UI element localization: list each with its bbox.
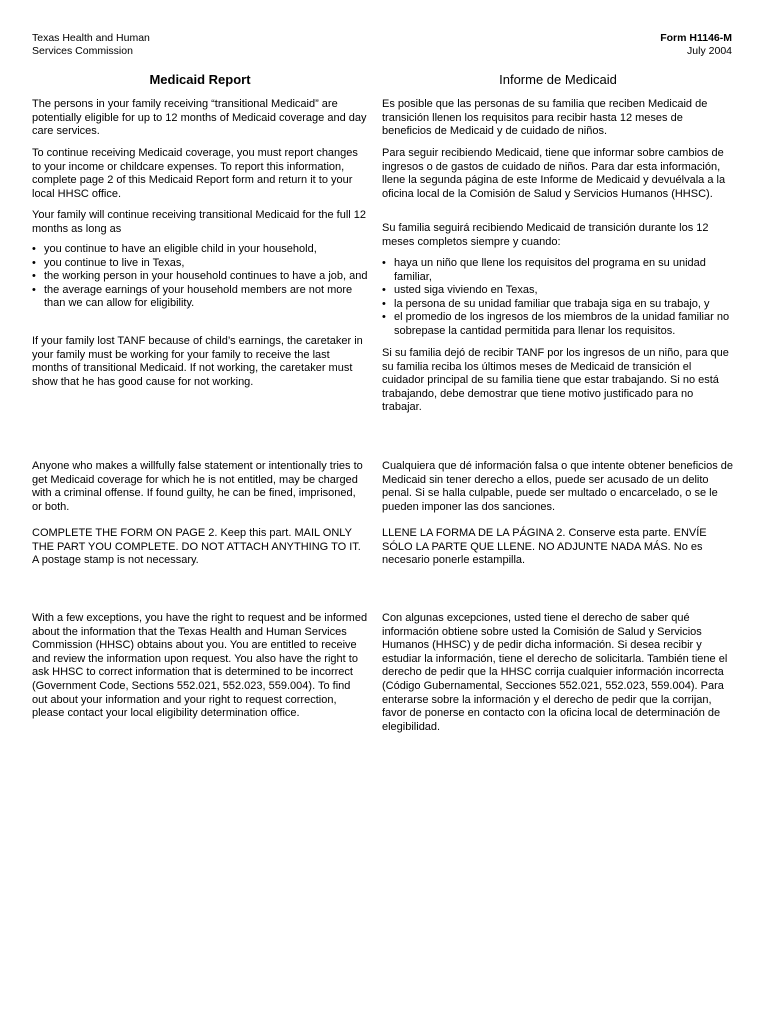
english-title: Medicaid Report <box>149 72 251 87</box>
spanish-title: Informe de Medicaid <box>499 72 617 87</box>
english-paragraph-7: With a few exceptions, you have the right to request and be informed about the information that the Texas Health and Human Services Commission (HHSC) obtains about you. You are entitled to receive and review the information upon request. You also have the right to ask HHSC to correct information that is determined to be incorrect (Government Code, Sections 552.021, 552.023, 559.004). To find out about your information and your right to request correction, please contact your local eligibility determination office. <box>32 612 368 720</box>
english-paragraph-3: Your family will continue receiving transitional Medicaid for the full 12 months as long as <box>32 209 367 235</box>
spanish-paragraph-4: Si su familia dejó de recibir TANF por los ingresos de un niño, para que su familia reciba los últimos meses de Medicaid de transición el cuidador principal de su familia tiene que estar trabajando. Si no está trabajando, debe demostrar que tiene motivo justificado para no trabajar. <box>382 347 729 414</box>
spanish-bullet-list <box>382 257 734 339</box>
spanish-bullet-3: • la persona de su unidad familiar que trabaja siga en su trabajo, y <box>382 298 734 312</box>
spanish-paragraph-3: Su familia seguirá recibiendo Medicaid de transición durante los 12 meses completos siempre y cuando: <box>382 222 709 248</box>
spanish-paragraph-1: Es posible que las personas de su familia que reciben Medicaid de transición llenen los requisitos para recibir hasta 12 meses de beneficios de Medicaid y de cuidado de niños. <box>382 98 708 138</box>
agency-line-1: Texas Health and Human <box>32 32 150 44</box>
english-bullet-2: • you continue to live in Texas, <box>32 257 368 271</box>
spanish-paragraph-5: Cualquiera que dé información falsa o que intente obtener beneficios de Medicaid sin tener derecho a ellos, puede ser acusado de un delito penal. Si se halla culpable, puede ser multado o encarcelado, o se le pueden imponer las dos sanciones. <box>382 460 734 513</box>
english-bullet-list <box>32 243 368 311</box>
english-paragraph-2: To continue receiving Medicaid coverage, you must report changes to your income or childcare expenses. To report this information, complete page 2 of this Medicaid Report form and return it to your local HHSC office. <box>32 147 358 200</box>
english-paragraph-5: Anyone who makes a willfully false statement or intentionally tries to get Medicaid coverage for which he is not entitled, may be charged with a criminal offense. If found guilty, he can be fined, imprisoned, or both. <box>32 460 363 513</box>
agency-line-2: Services Commission <box>32 45 133 57</box>
spanish-bullet-4: • el promedio de los ingresos de los miembros de la unidad familiar no sobrepase la cantidad permitida para llenar los requisitos. <box>382 311 734 338</box>
english-bullet-1: • you continue to have an eligible child in your household, <box>32 243 368 257</box>
english-bullet-3: • the working person in your household continues to have a job, and <box>32 270 368 284</box>
spanish-paragraph-7: Con algunas excepciones, usted tiene el derecho de saber qué información obtiene sobre usted la Comisión de Salud y Servicios Humanos (HHSC) y de pedir dicha información. Si desea recibir y estudiar la información, tiene el derecho de solicitarla. También tiene el derecho de pedir que la HHSC corrija cualquier información incorrecta (Código Gubernamental, Secciones 552.021, 552.023, 559.004). Para enterarse sobre la información y el derecho de pedir que la corrijan, favor de ponerse en contacto con la oficina local de determinación de elegibilidad. <box>382 612 728 733</box>
form-date: July 2004 <box>687 45 732 57</box>
spanish-paragraph-2: Para seguir recibiendo Medicaid, tiene que informar sobre cambios de ingresos o de gastos de cuidado de niños. Para dar esta información, llene la segunda página de este Informe de Medicaid y devuélvala a la oficina local de la Comisión de Salud y Servicios Humanos (HHSC). <box>382 147 726 200</box>
spanish-bullet-2: • usted siga viviendo en Texas, <box>382 284 734 298</box>
agency-name <box>32 32 150 58</box>
form-info <box>660 32 732 58</box>
english-paragraph-6: COMPLETE THE FORM ON PAGE 2. Keep this part. MAIL ONLY THE PART YOU COMPLETE. DO NOT ATTACH ANYTHING TO IT. A postage stamp is not necessary. <box>32 527 361 567</box>
spanish-bullet-1: • haya un niño que llene los requisitos del programa en su unidad familiar, <box>382 257 734 284</box>
english-paragraph-1: The persons in your family receiving “transitional Medicaid” are potentially eligible for up to 12 months of Medicaid coverage and day care services. <box>32 98 367 138</box>
spanish-paragraph-6: LLENE LA FORMA DE LA PÁGINA 2. Conserve esta parte. ENVÍE SÓLO LA PARTE QUE LLENE. NO ADJUNTE NADA MÁS. No es necesario ponerle estampilla. <box>382 527 707 567</box>
english-bullet-4: • the average earnings of your household members are not more than we can allow for eligibility. <box>32 284 368 311</box>
form-number: Form H1146-M <box>660 32 732 44</box>
english-paragraph-4: If your family lost TANF because of child’s earnings, the caretaker in your family must be working for your family to receive the last months of transitional Medicaid. If not working, the caretaker must show that he has good cause for not working. <box>32 335 363 388</box>
